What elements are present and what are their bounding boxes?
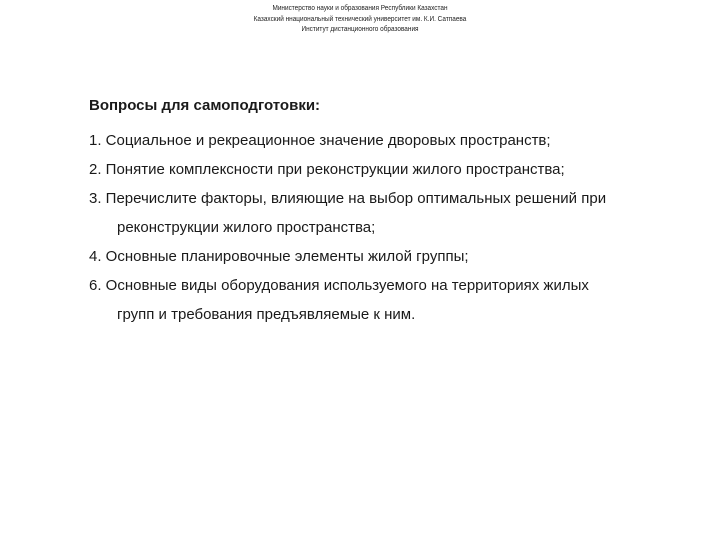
questions-list [89,126,689,329]
question-text-continuation: групп и требования предъявляемые к ним. [117,306,416,323]
question-item [89,126,689,155]
question-item [89,242,689,271]
institution-header [29,4,691,36]
question-text: 3. Перечислите факторы, влияющие на выбор оптимальных решений при [89,190,607,207]
question-text: 4. Основные планировочные элементы жилой группы; [89,248,469,265]
question-text-continuation: реконструкции жилого пространства; [117,219,376,236]
header-ministry: Министерство науки и образования Республики Казахстан [272,5,448,12]
header-institute: Институт дистанционного образования [301,26,419,33]
question-item [89,184,689,242]
question-text: 1. Социальное и рекреационное значение дворовых пространств; [89,132,551,149]
question-item [89,155,689,184]
questions-heading: Вопросы для самоподготовки: [89,97,321,114]
question-text: 6. Основные виды оборудования используемого на территориях жилых [89,277,589,294]
questions-section [89,96,689,329]
question-text: 2. Понятие комплексности при реконструкции жилого пространства; [89,161,565,178]
question-item [89,271,689,329]
header-university: Казахский ннациональный технический университет им. К.И. Сатпаева [253,15,467,23]
